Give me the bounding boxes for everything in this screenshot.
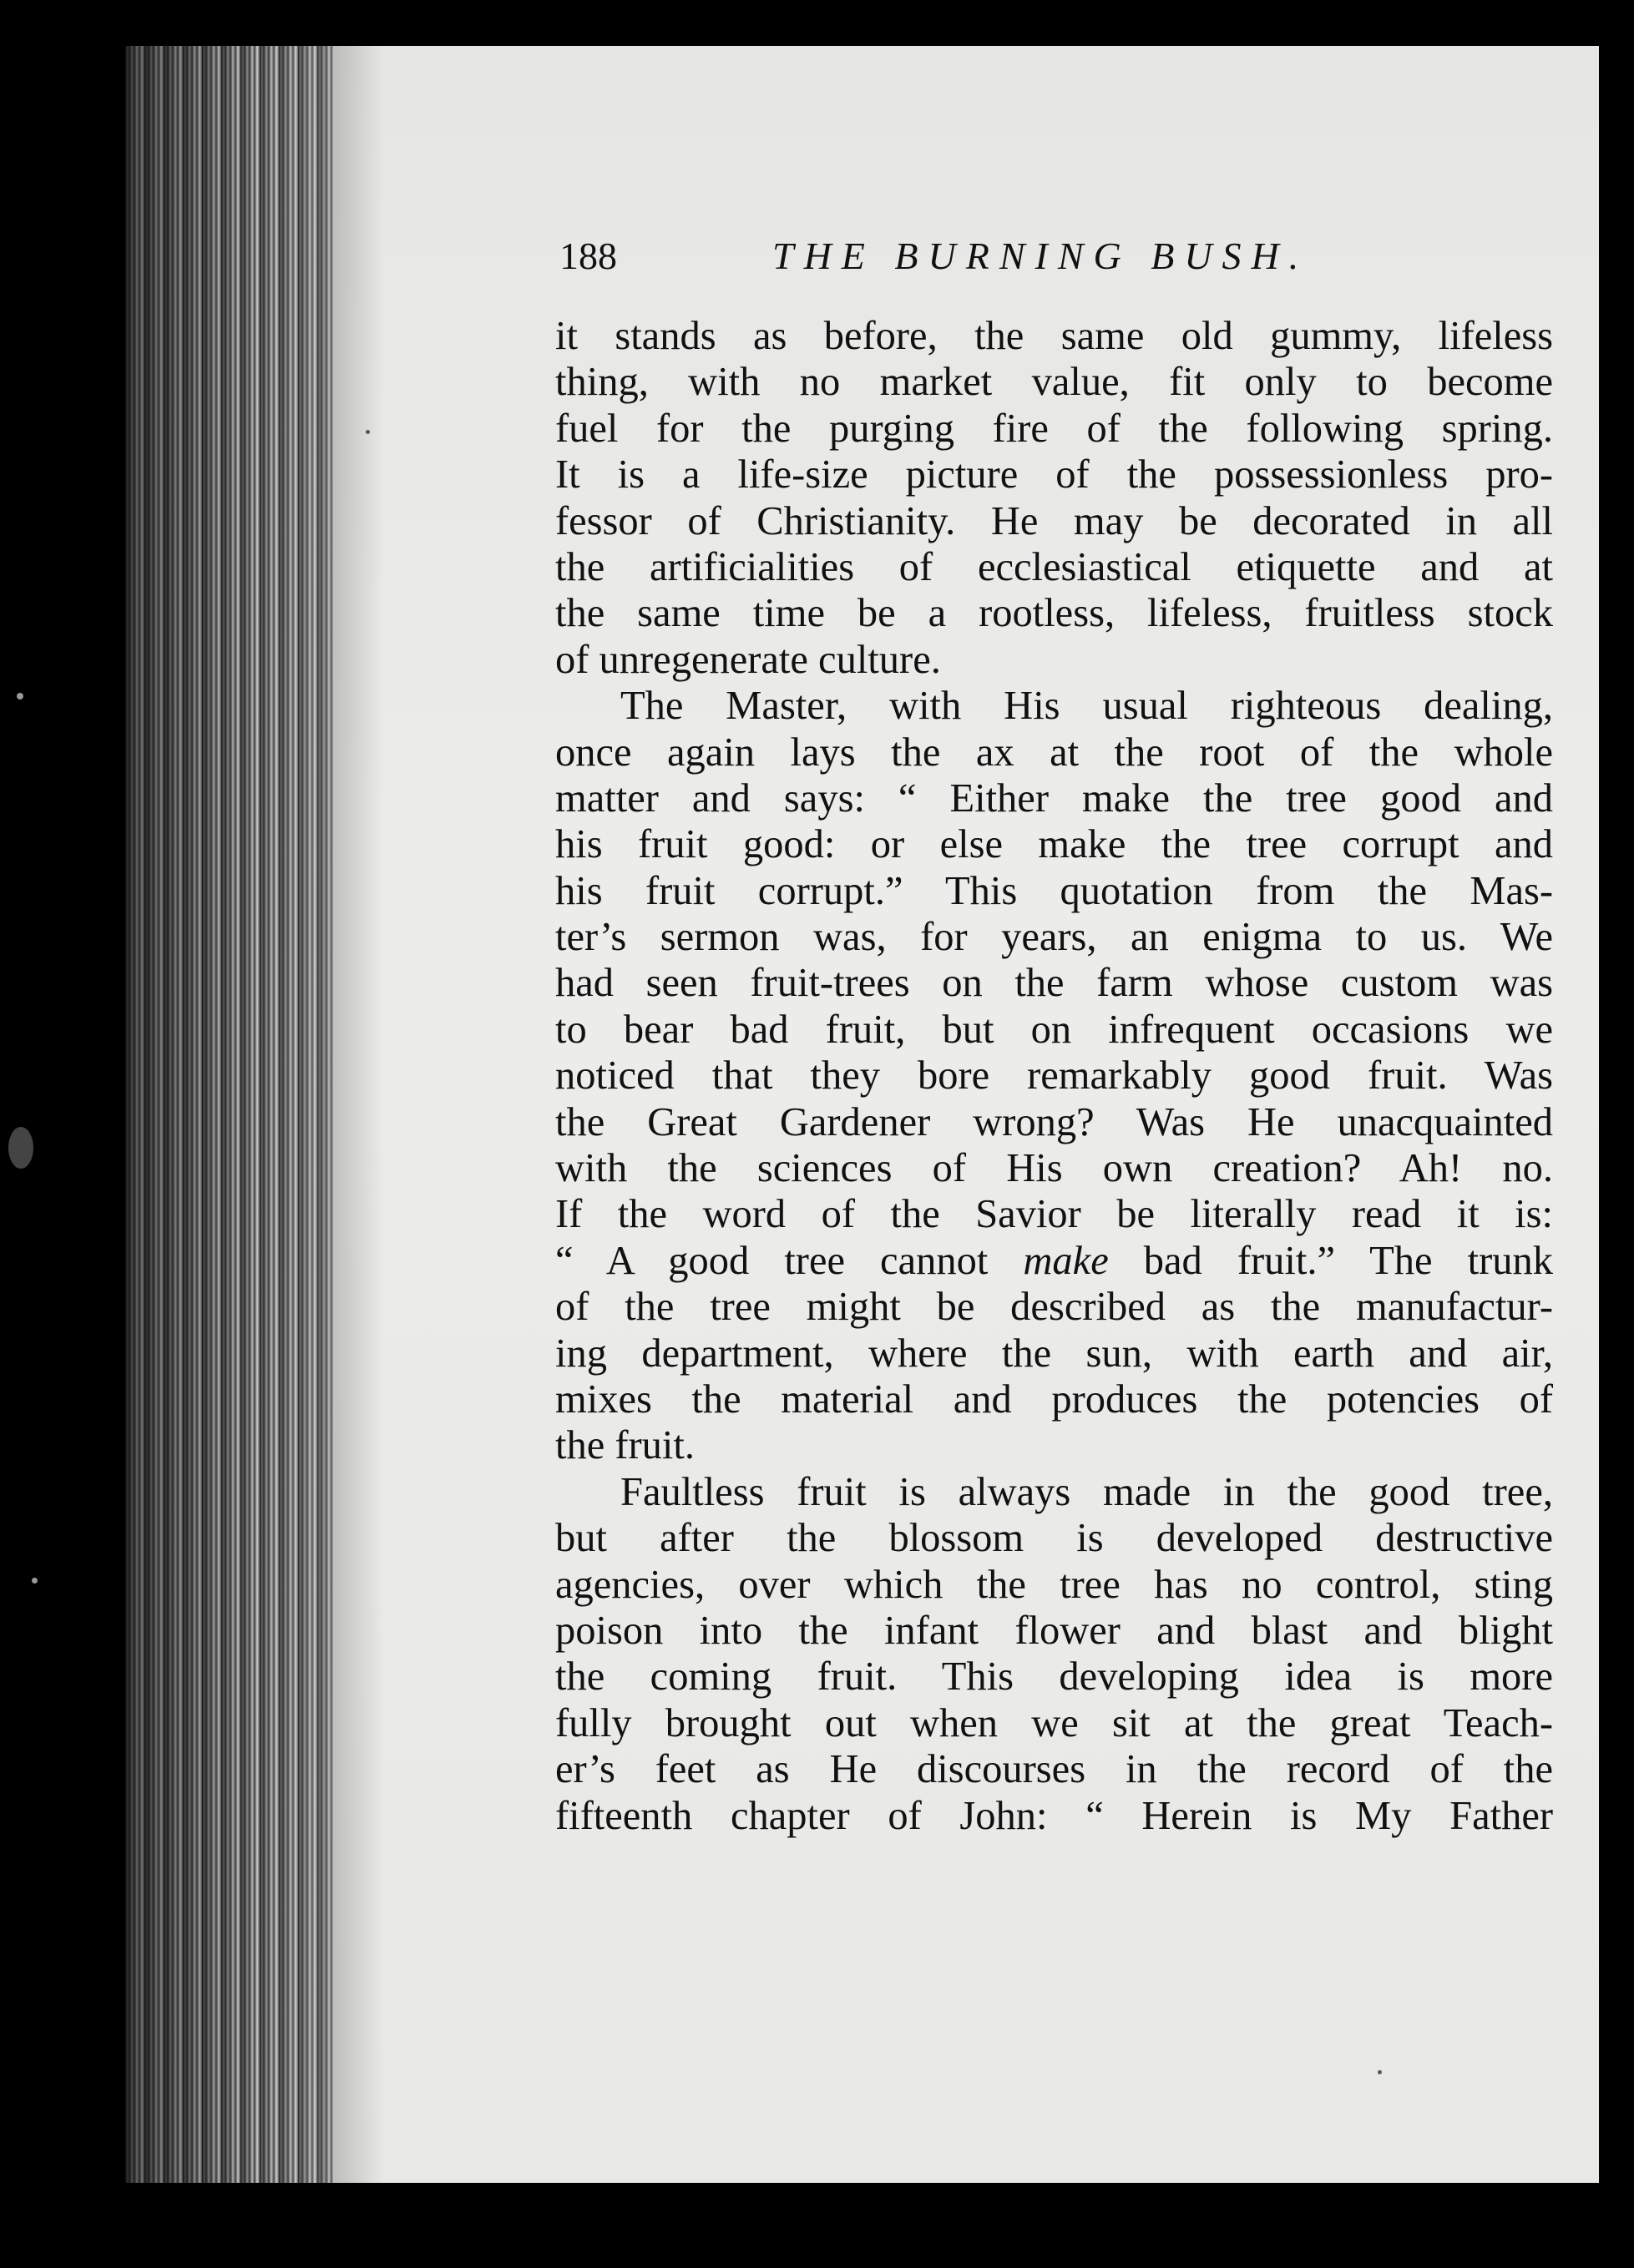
book-page-edges	[125, 46, 342, 2183]
page-number: 188	[559, 235, 617, 277]
text-line: poison into the infant flower and blast and blight	[555, 1608, 1553, 1653]
text-line: ing department, where the sun, with earth and air,	[555, 1331, 1553, 1376]
text-line: the fruit.	[555, 1423, 696, 1468]
text-line: ter’s sermon was, for years, an enigma to us. We	[555, 915, 1553, 960]
text-line: but after the blossom is developed destructive	[555, 1516, 1553, 1561]
text-line: fully brought out when we sit at the great Teach-	[555, 1700, 1553, 1745]
scan-speck	[366, 430, 370, 434]
text-line: the same time be a rootless, lifeless, fruitless stock	[555, 591, 1553, 636]
text-line: once again lays the ax at the root of the whole	[555, 730, 1553, 775]
text-line: agencies, over which the tree has no control, sting	[555, 1562, 1553, 1607]
text-line: of unregenerate culture.	[555, 637, 941, 682]
text-line: his fruit good: or else make the tree corrupt and	[555, 822, 1553, 867]
text-fragment: bad fruit.” The trunk	[1143, 1238, 1553, 1283]
text-line: the artificialities of ecclesiastical etiquette and at	[555, 544, 1553, 589]
text-line: it stands as before, the same old gummy, lifeless	[555, 314, 1553, 358]
text-line: noticed that they bore remarkably good fruit. Was	[555, 1053, 1553, 1099]
text-fragment: “ A good tree cannot	[555, 1238, 989, 1283]
running-head	[559, 234, 1394, 284]
text-line: fessor of Christianity. He may be decorated in all	[555, 498, 1553, 543]
text-line: thing, with no market value, fit only to become	[555, 360, 1553, 405]
text-line: his fruit corrupt.” This quotation from the Mas-	[555, 868, 1553, 913]
text-line: had seen fruit-trees on the farm whose custom was	[555, 961, 1553, 1006]
text-line: of the tree might be described as the manufactur-	[555, 1285, 1553, 1330]
scan-speck	[1378, 2070, 1382, 2074]
text-line: er’s feet as He discourses in the record of the	[555, 1747, 1553, 1792]
text-line: with the sciences of His own creation? Ah! no.	[555, 1146, 1553, 1191]
text-line: If the word of the Savior be literally read it is:	[555, 1192, 1553, 1237]
text-line: fuel for the purging fire of the following spring.	[555, 406, 1553, 451]
text-line-with-emphasis	[555, 1238, 1553, 1284]
emphasized-word: make	[1023, 1238, 1109, 1283]
text-line: fifteenth chapter of John: “ Herein is My Father	[555, 1793, 1553, 1838]
text-line: the coming fruit. This developing idea is more	[555, 1654, 1553, 1700]
text-line: mixes the material and produces the potencies of	[555, 1376, 1553, 1422]
text-line: matter and says: “ Either make the tree good and	[555, 775, 1553, 821]
scan-speck	[8, 1127, 33, 1169]
text-line: It is a life-size picture of the possessionless pro-	[555, 452, 1553, 498]
text-line: Faultless fruit is always made in the good tree,	[620, 1469, 1553, 1514]
text-line: The Master, with His usual righteous dealing,	[620, 684, 1553, 729]
text-line: to bear bad fruit, but on infrequent occasions we	[555, 1007, 1553, 1052]
body-text	[555, 313, 1553, 1839]
scan-speck	[17, 693, 23, 700]
scan-speck	[32, 1578, 38, 1584]
text-line: the Great Gardener wrong? Was He unacquainted	[555, 1099, 1553, 1144]
book-title: THE BURNING BUSH.	[772, 235, 1309, 277]
